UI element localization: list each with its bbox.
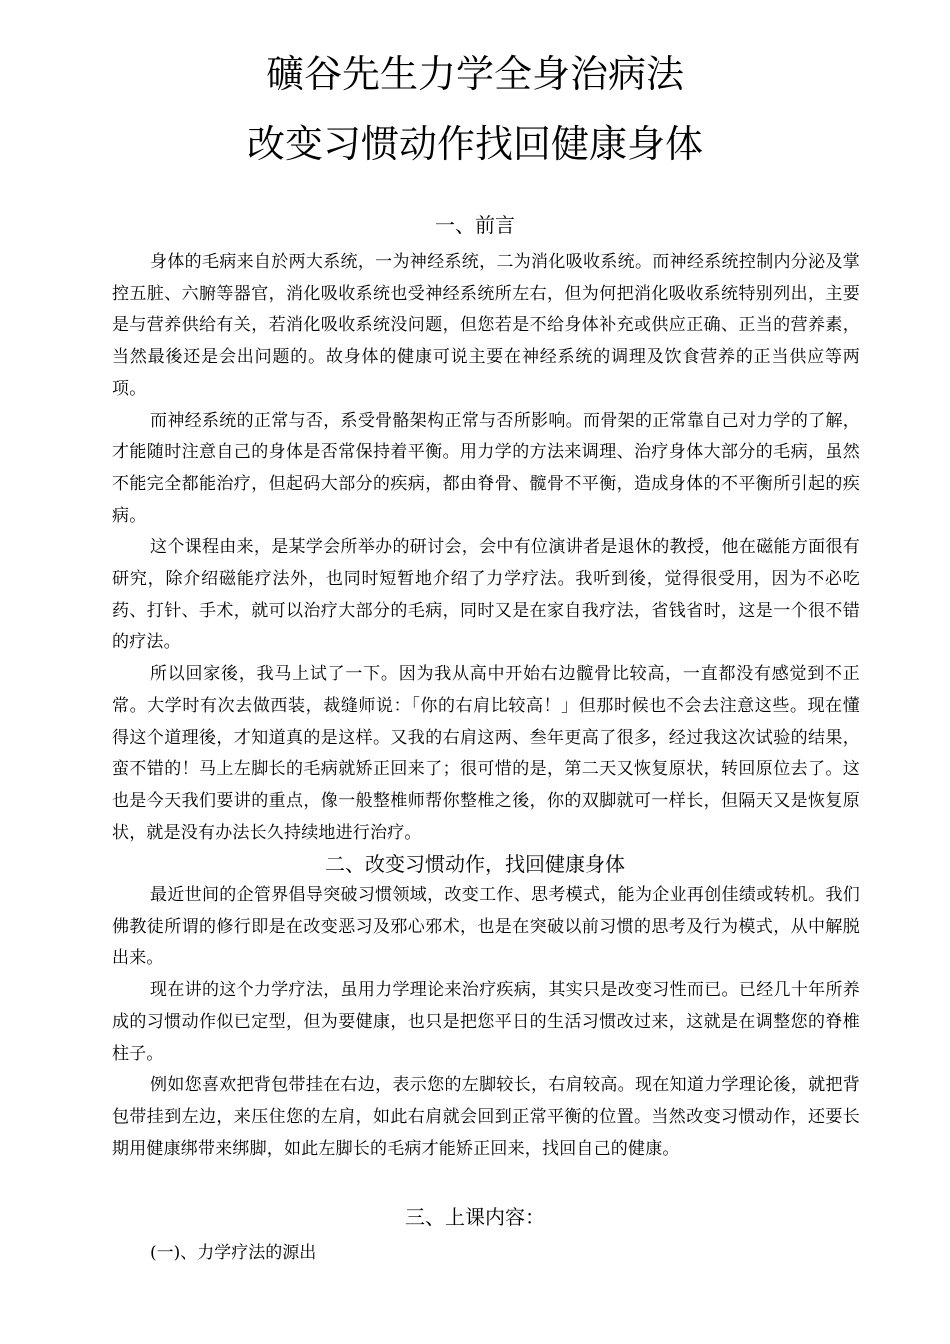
paragraph: 现在讲的这个力学疗法，虽用力学理论来治疗疾病，其实只是改变习性而已。已经几十年所养成的习惯动作似已定型，但为要健康，也只是把您平日的生活习惯改过来，这就是在调整您的脊椎柱子。 bbox=[112, 980, 860, 1064]
paragraph: 例如您喜欢把背包带挂在右边，表示您的左脚较长，右肩较高。现在知道力学理论後，就把背包带挂到左边，来压住您的左肩，如此右肩就会回到正常平衡的位置。当然改变习惯动作，还要长期用健康绑带来绑脚，如此左脚长的毛病才能矫正回来，找回自己的健康。 bbox=[112, 1075, 860, 1159]
paragraph: 身体的毛病来自於两大系统，一为神经系统，二为消化吸收系统。而神经系统控制内分泌及掌控五脏、六腑等器官，消化吸收系统也受神经系统所左右，但为何把消化吸收系统特别列出，主要是与营养供给有关，若消化吸收系统没问题，但您若是不给身体补充或供应正确、正当的营养素，当然最後还是会出问题的。故身体的健康可说主要在神经系统的调理及饮食营养的正当供应等两项。 bbox=[112, 252, 860, 399]
section-habits-body bbox=[112, 880, 860, 1165]
paragraph: 最近世间的企管界倡导突破习惯领域，改变工作、思考模式，能为企业再创佳绩或转机。我们佛教徒所谓的修行即是在改变恶习及邪心邪术，也是在突破以前习惯的思考及行为模式，从中解脱出来。 bbox=[112, 885, 860, 969]
paragraph: 这个课程由来，是某学会所举办的研讨会，会中有位演讲者是退休的教授，他在磁能方面很有研究，除介绍磁能疗法外，也同时短暂地介绍了力学疗法。我听到後，觉得很受用，因为不必吃药、打针、手术，就可以治疗大部分的毛病，同时又是在家自我疗法，省钱省时，这是一个很不错的疗法。 bbox=[112, 537, 860, 653]
section-heading-course: 三、上课内容： bbox=[405, 1205, 545, 1229]
section-heading-preface: 一、前言 bbox=[435, 213, 515, 237]
paragraph: 而神经系统的正常与否，系受骨骼架构正常与否所影响。而骨架的正常靠自己对力学的了解，才能随时注意自己的身体是否常保持着平衡。用力学的方法来调理、治疗身体大部分的毛病，虽然不能完全都能治疗，但起码大部分的疾病，都由脊骨、髋骨不平衡，造成身体的不平衡所引起的疾病。 bbox=[112, 410, 860, 526]
subsection-heading: (一)、力学疗法的源出 bbox=[150, 1243, 317, 1263]
section-preface-body bbox=[112, 247, 860, 849]
section-heading-habits: 二、改变习惯动作，找回健康身体 bbox=[325, 852, 625, 876]
document-subtitle: 改变习惯动作找回健康身体 bbox=[246, 122, 703, 166]
document-title: 礦谷先生力学全身治病法 bbox=[265, 52, 684, 96]
paragraph: 所以回家後，我马上试了一下。因为我从高中开始右边髋骨比较高，一直都没有感觉到不正常。大学时有次去做西装，裁缝师说：「你的右肩比较高！」但那时候也不会去注意这些。现在懂得这个道理後，才知道真的是这样。又我的右肩这两、叁年更高了很多，经过我这次试验的结果，蛮不错的！马上左脚长的毛病就矫正回来了；很可惜的是，第二天又恢复原状，转回原位去了。这也是今天我们要讲的重点，像一般整椎师帮你整椎之後，你的双脚就可一样长，但隔天又是恢复原状，就是没有办法长久持续地进行治疗。 bbox=[112, 664, 860, 843]
